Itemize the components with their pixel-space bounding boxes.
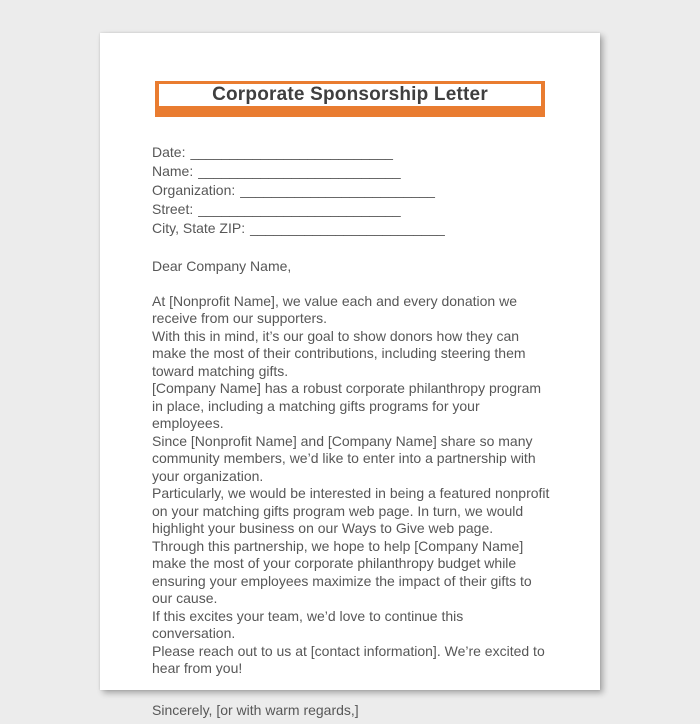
page-title: Corporate Sponsorship Letter xyxy=(212,84,488,105)
field-name-blank-line: __________________________ xyxy=(198,163,401,179)
salutation: Dear Company Name, xyxy=(152,258,292,274)
field-name xyxy=(152,162,560,181)
field-city-state-zip-blank-line: _________________________ xyxy=(250,220,445,236)
field-street xyxy=(152,200,560,219)
recipient-fields xyxy=(152,143,560,238)
closing-line: Sincerely, [or with warm regards,] xyxy=(152,701,359,718)
field-organization-blank-line: _________________________ xyxy=(240,182,435,198)
letter-title-banner xyxy=(155,81,545,117)
paragraph-1: At [Nonprofit Name], we value each and every donation we receive from our supporters. xyxy=(152,292,517,326)
field-city-state-zip-label: City, State ZIP: xyxy=(152,220,246,236)
field-city-state-zip xyxy=(152,219,560,238)
letter-body xyxy=(152,258,550,719)
field-street-blank-line: __________________________ xyxy=(198,201,401,217)
paragraph-5: Particularly, we would be interested in being a featured nonprofit on your matching gifts program web page. In turn, we would highlight your business on our Ways to Give web page. xyxy=(152,485,550,536)
field-street-label: Street: xyxy=(152,201,194,217)
field-organization-label: Organization: xyxy=(152,182,236,198)
document-page xyxy=(100,33,600,718)
paragraph-8: Please reach out to us at [contact information]. We’re excited to hear from you! xyxy=(152,642,545,676)
field-name-label: Name: xyxy=(152,163,194,179)
paragraph-7: If this excites your team, we’d love to continue this conversation. xyxy=(152,607,464,641)
paragraph-2: With this in mind, it’s our goal to show donors how they can make the most of their contributions, including steering them toward matching gifts. xyxy=(152,327,526,379)
paragraph-4: Since [Nonprofit Name] and [Company Name] share so many community members, we’d like to enter into a partnership with your organization. xyxy=(152,432,536,484)
field-date-blank-line: __________________________ xyxy=(190,144,393,160)
field-organization xyxy=(152,181,560,200)
paragraph-3: [Company Name] has a robust corporate philanthropy program in place, including a matching gifts programs for your employees. xyxy=(152,380,542,431)
paragraph-6: Through this partnership, we hope to help [Company Name] make the most of your corporate philanthropy budget while ensuring your employees maximize the impact of their gifts to our cause. xyxy=(152,537,532,606)
field-date xyxy=(152,143,560,162)
field-date-label: Date: xyxy=(152,144,186,160)
